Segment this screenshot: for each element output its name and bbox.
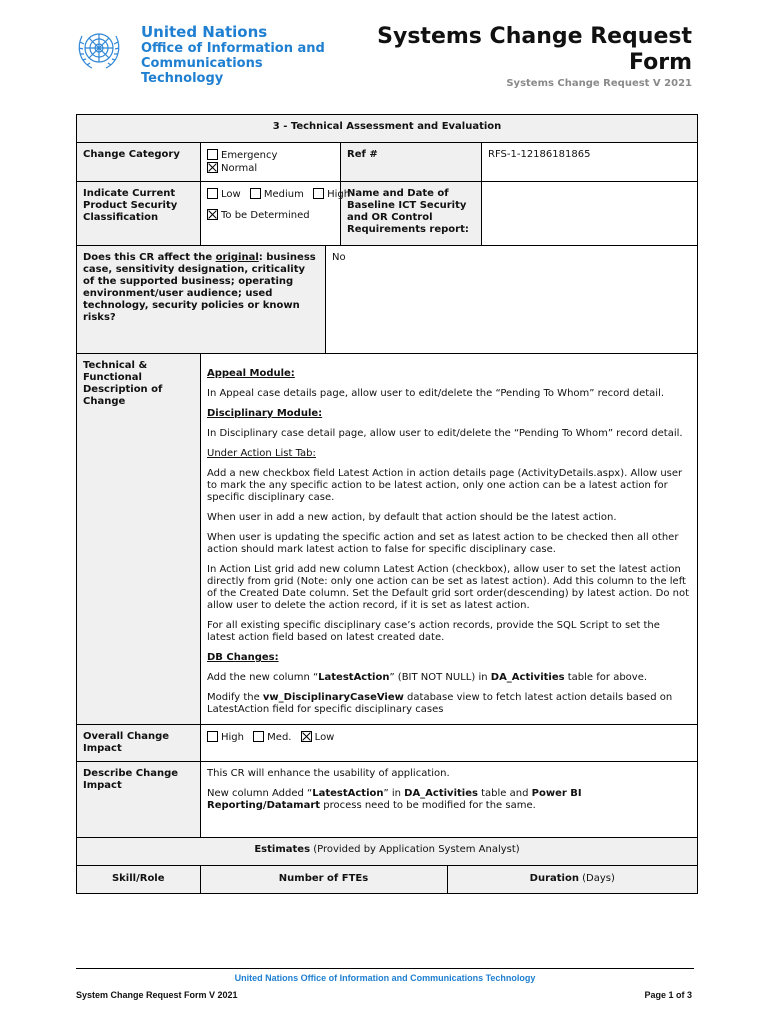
checkbox-icon xyxy=(253,731,264,742)
option-high[interactable]: High xyxy=(313,189,350,200)
description-paragraph-4: In Action List grid add new column Latest Action (checkbox), allow user to set the latest action directly from grid (Note: only one action can be set as latest action). Add this column to the left of the Created Date column. Set the Default grid sort order(descending) by latest action. Do not allow user to delete the action record, if it is set as latest action. xyxy=(207,564,690,611)
checkbox-icon xyxy=(207,188,218,199)
estimates-header-table xyxy=(77,866,697,893)
impact-option-low[interactable]: Low xyxy=(301,732,335,743)
baseline-report-value[interactable] xyxy=(482,182,698,246)
checkbox-icon xyxy=(313,188,324,199)
form-title xyxy=(332,24,692,76)
appeal-module-text: In Appeal case details page, allow user to edit/delete the “Pending To Whom” record detail. xyxy=(207,388,665,399)
security-classification-label: Indicate Current Product Security Classification xyxy=(77,182,201,246)
section-title: 3 - Technical Assessment and Evaluation xyxy=(77,115,698,143)
action-list-tab-heading: Under Action List Tab: xyxy=(207,448,316,459)
disciplinary-module-text: In Disciplinary case detail page, allow user to edit/delete the “Pending To Whom” record detail. xyxy=(207,428,683,439)
org-line-1: United Nations xyxy=(141,23,268,41)
assessment-table xyxy=(76,114,698,894)
col-duration: Duration (Days) xyxy=(447,866,697,893)
description-label: Technical & Functional Description of Change xyxy=(77,354,201,725)
db-change-1: Add the new column “LatestAction” (BIT NOT NULL) in DA_Activities table for above. xyxy=(207,672,648,683)
option-normal[interactable]: Normal xyxy=(207,163,257,174)
baseline-report-label: Name and Date of Baseline ICT Security and OR Control Requirements report: xyxy=(341,182,482,246)
describe-impact-content xyxy=(201,762,698,838)
describe-impact-paragraph-2: New column Added “LatestAction” in DA_Activities table and Power BI Reporting/Datamart process need to be modified for the same. xyxy=(207,788,582,811)
ref-label: Ref # xyxy=(341,143,482,182)
impact-option-med[interactable]: Med. xyxy=(253,732,291,743)
db-change-2: Modify the vw_DisciplinaryCaseView database view to fetch latest action details based on LatestAction field for specific disciplinary cases xyxy=(207,692,673,715)
footer-page-number: Page 1 of 3 xyxy=(644,990,692,1000)
impact-option-high[interactable]: High xyxy=(207,732,244,743)
checkbox-icon xyxy=(250,188,261,199)
option-to-be-determined[interactable]: To be Determined xyxy=(207,210,310,221)
form-title-line-2: Form xyxy=(628,50,692,75)
checkbox-icon xyxy=(207,149,218,160)
col-number-of-ftes: Number of FTEs xyxy=(200,866,447,893)
option-emergency[interactable]: Emergency xyxy=(207,150,277,161)
appeal-module-heading: Appeal Module: xyxy=(207,368,295,379)
form-version: Systems Change Request V 2021 xyxy=(506,78,692,89)
checkbox-checked-icon xyxy=(301,731,312,742)
disciplinary-module-heading: Disciplinary Module: xyxy=(207,408,323,419)
db-changes-heading: DB Changes: xyxy=(207,652,279,663)
describe-impact-paragraph-1: This CR will enhance the usability of application. xyxy=(207,768,450,779)
checkbox-checked-icon xyxy=(207,209,218,220)
estimates-title: Estimates (Provided by Application System Analyst) xyxy=(77,838,698,866)
describe-impact-label: Describe Change Impact xyxy=(77,762,201,838)
org-line-3: Communications xyxy=(141,56,263,71)
overall-impact-options xyxy=(201,725,698,762)
overall-impact-label: Overall Change Impact xyxy=(77,725,201,762)
un-emblem-icon xyxy=(74,26,124,74)
form-title-line-1: Systems Change Request xyxy=(377,24,692,49)
description-content xyxy=(201,354,698,725)
security-classification-options xyxy=(201,182,351,246)
estimates-header-row xyxy=(77,866,698,894)
organization-name xyxy=(141,24,325,86)
change-category-label: Change Category xyxy=(77,143,201,182)
description-paragraph-1: Add a new checkbox field Latest Action in action details page (ActivityDetails.aspx). Allow user to mark the any specific action to be latest action, only one action can be a latest action for specific disciplinary case. xyxy=(207,468,683,503)
cr-affect-question: Does this CR affect the original: business case, sensitivity designation, criticality of the supported business; operating environment/user audience; used technology, security policies or known risks? xyxy=(77,246,326,354)
org-line-2: Office of Information and xyxy=(141,41,325,56)
change-category-options xyxy=(201,143,341,182)
footer-form-name: System Change Request Form V 2021 xyxy=(76,990,238,1000)
checkbox-icon xyxy=(207,731,218,742)
org-line-4: Technology xyxy=(141,71,224,86)
option-medium[interactable]: Medium xyxy=(250,189,304,200)
description-paragraph-2: When user in add a new action, by default that action should be the latest action. xyxy=(207,512,617,523)
cr-affect-answer: No xyxy=(326,246,698,354)
description-paragraph-3: When user is updating the specific action and set as latest action to be checked then all other action should mark latest action to false for specific disciplinary case. xyxy=(207,532,679,555)
checkbox-checked-icon xyxy=(207,162,218,173)
col-skill-role: Skill/Role xyxy=(77,866,200,893)
document-header xyxy=(0,0,768,110)
footer-divider xyxy=(76,968,694,969)
ref-value: RFS-1-12186181865 xyxy=(482,143,698,182)
footer-organization: United Nations Office of Information and Communications Technology xyxy=(234,973,536,983)
option-low[interactable]: Low xyxy=(207,189,241,200)
description-paragraph-5: For all existing specific disciplinary case’s action records, provide the SQL Script to set the latest action field based on latest created date. xyxy=(207,620,660,643)
